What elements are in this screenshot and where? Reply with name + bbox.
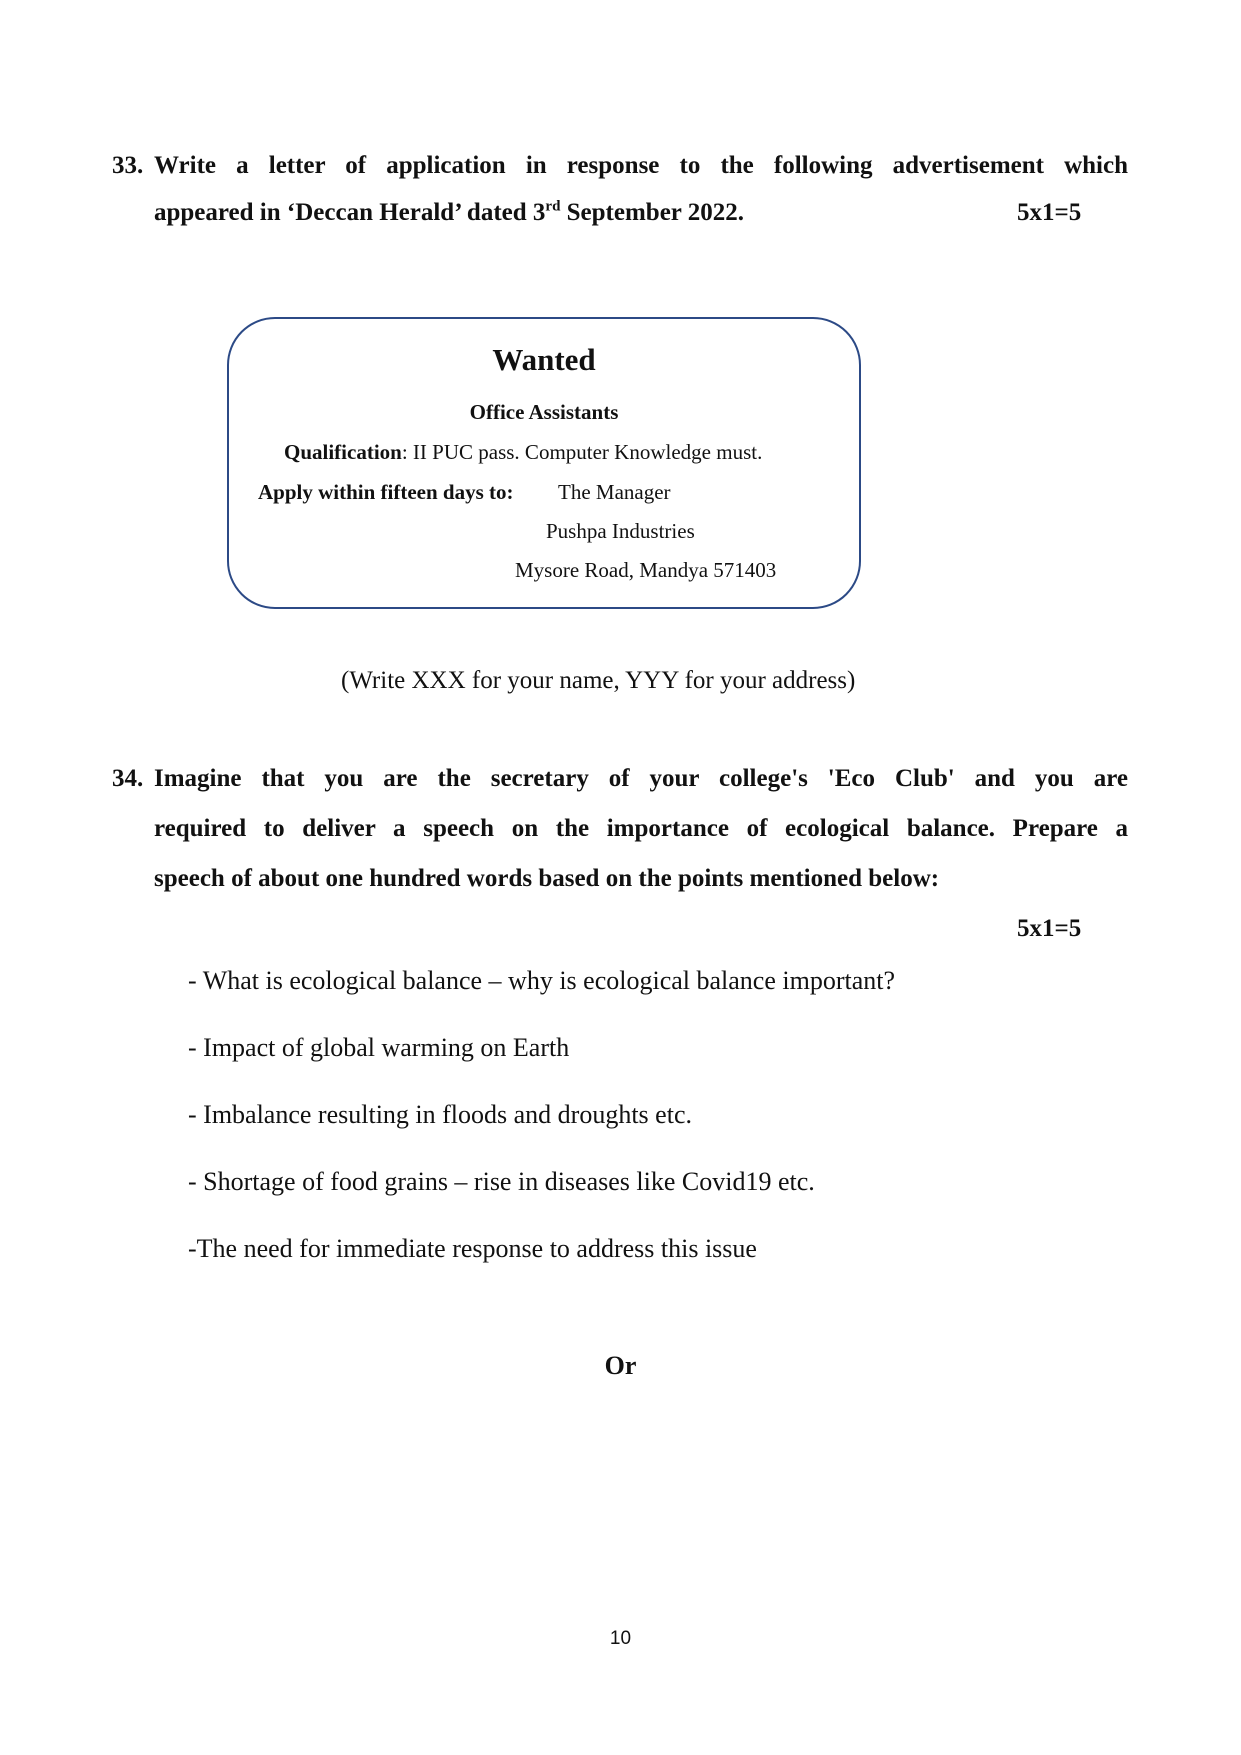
question-33-line-1: Write a letter of application in response to the following advertisement which bbox=[154, 152, 1128, 179]
question-34-line-2: required to deliver a speech on the importance of ecological balance. Prepare a bbox=[154, 815, 1128, 842]
question-34-line-3: speech of about one hundred words based on the points mentioned below: bbox=[154, 865, 940, 892]
speech-point-1: - What is ecological balance – why is ecological balance important? bbox=[188, 966, 896, 995]
question-33-number: 33. bbox=[112, 152, 144, 179]
advertisement-address-line-2: Pushpa Industries bbox=[546, 519, 695, 543]
page-number: 10 bbox=[609, 1628, 632, 1649]
advertisement-address-line-3: Mysore Road, Mandya 571403 bbox=[515, 558, 777, 582]
question-34-marks: 5x1=5 bbox=[1017, 915, 1082, 942]
question-34-number: 34. bbox=[112, 765, 144, 792]
question-34-line-1: Imagine that you are the secretary of your college's 'Eco Club' and you are bbox=[154, 765, 1128, 792]
speech-point-5: -The need for immediate response to address this issue bbox=[188, 1234, 757, 1263]
advertisement-title: Wanted bbox=[492, 342, 596, 377]
speech-point-3: - Imbalance resulting in floods and droughts etc. bbox=[188, 1100, 692, 1129]
advertisement-apply-label: Apply within fifteen days to: bbox=[258, 480, 514, 504]
advertisement-address-line-1: The Manager bbox=[558, 480, 671, 504]
qualification-label: Qualification bbox=[284, 440, 402, 464]
speech-point-2: - Impact of global warming on Earth bbox=[188, 1033, 570, 1062]
qualification-text: : II PUC pass. Computer Knowledge must. bbox=[401, 440, 763, 464]
advertisement-qualification bbox=[284, 439, 762, 465]
ordinal-suffix: rd bbox=[545, 198, 561, 215]
question-33-line-2-date: September 2022. bbox=[560, 199, 744, 226]
speech-point-4: - Shortage of food grains – rise in diseases like Covid19 etc. bbox=[188, 1167, 815, 1196]
or-separator: Or bbox=[604, 1351, 637, 1380]
advertisement-subtitle: Office Assistants bbox=[469, 400, 619, 424]
question-33-marks: 5x1=5 bbox=[1017, 199, 1082, 226]
question-33-note: (Write XXX for your name, YYY for your address) bbox=[341, 667, 856, 694]
question-33-line-2-text: appeared in ‘Deccan Herald’ dated 3 bbox=[154, 199, 546, 226]
question-33-line-2 bbox=[154, 198, 744, 228]
